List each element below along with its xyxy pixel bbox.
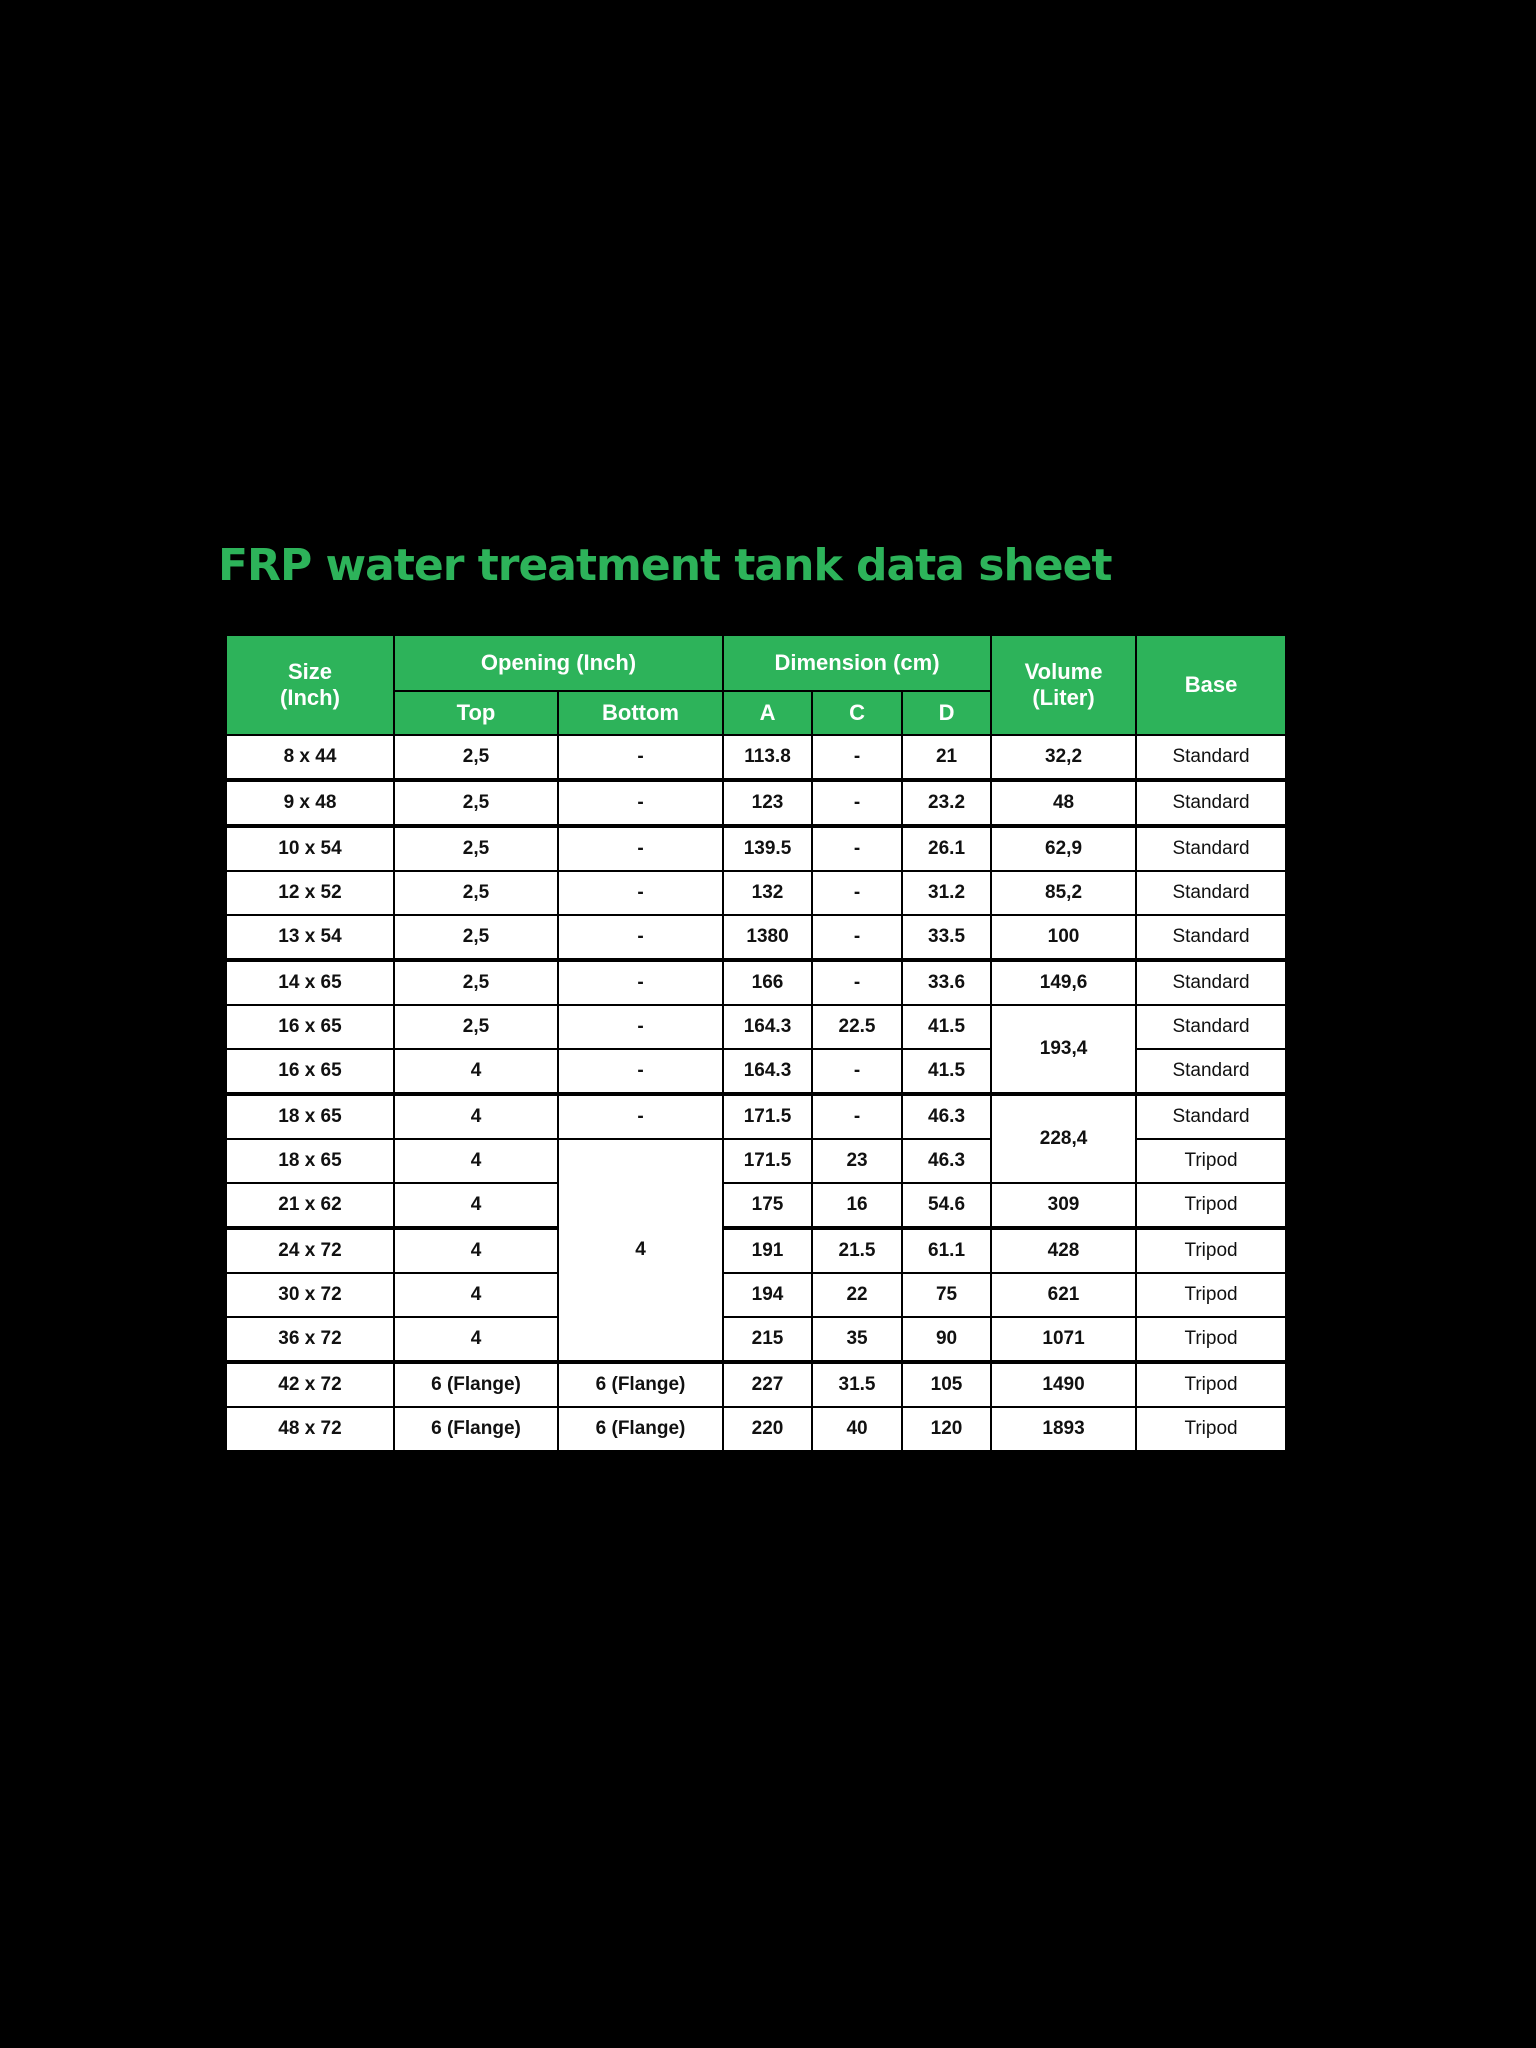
cell-base: Tripod	[1136, 1273, 1286, 1317]
cell-size: 8 x 44	[226, 735, 394, 780]
cell-top: 2,5	[394, 826, 558, 871]
header-bottom: Bottom	[558, 691, 723, 735]
cell-bottom: -	[558, 960, 723, 1005]
table-row	[226, 1094, 1286, 1139]
cell-d: 90	[902, 1317, 991, 1362]
cell-a: 123	[723, 780, 812, 826]
cell-c: -	[812, 1049, 902, 1094]
cell-top: 4	[394, 1139, 558, 1183]
cell-d: 21	[902, 735, 991, 780]
cell-d: 46.3	[902, 1139, 991, 1183]
cell-top: 2,5	[394, 915, 558, 960]
cell-size: 9 x 48	[226, 780, 394, 826]
cell-d: 54.6	[902, 1183, 991, 1228]
cell-top: 6 (Flange)	[394, 1362, 558, 1407]
cell-c: 22.5	[812, 1005, 902, 1049]
table-row	[226, 1362, 1286, 1407]
cell-size: 24 x 72	[226, 1228, 394, 1273]
cell-volume: 428	[991, 1228, 1136, 1273]
cell-size: 14 x 65	[226, 960, 394, 1005]
cell-top: 4	[394, 1094, 558, 1139]
cell-bottom: -	[558, 915, 723, 960]
header-opening: Opening (Inch)	[394, 635, 723, 691]
cell-top: 2,5	[394, 780, 558, 826]
cell-bottom: -	[558, 826, 723, 871]
cell-bottom: -	[558, 871, 723, 915]
cell-size: 30 x 72	[226, 1273, 394, 1317]
cell-top: 4	[394, 1317, 558, 1362]
table-row	[226, 1228, 1286, 1273]
cell-base: Tripod	[1136, 1183, 1286, 1228]
cell-bottom: -	[558, 1049, 723, 1094]
cell-bottom: -	[558, 1005, 723, 1049]
table-row	[226, 1407, 1286, 1451]
cell-top: 6 (Flange)	[394, 1407, 558, 1451]
cell-c: -	[812, 915, 902, 960]
cell-size: 36 x 72	[226, 1317, 394, 1362]
cell-a: 175	[723, 1183, 812, 1228]
cell-size: 18 x 65	[226, 1139, 394, 1183]
cell-a: 194	[723, 1273, 812, 1317]
cell-d: 41.5	[902, 1049, 991, 1094]
cell-a: 164.3	[723, 1049, 812, 1094]
cell-volume: 85,2	[991, 871, 1136, 915]
header-dimension: Dimension (cm)	[723, 635, 991, 691]
cell-d: 26.1	[902, 826, 991, 871]
cell-size: 42 x 72	[226, 1362, 394, 1407]
cell-c: 21.5	[812, 1228, 902, 1273]
cell-size: 12 x 52	[226, 871, 394, 915]
cell-volume: 309	[991, 1183, 1136, 1228]
cell-d: 33.5	[902, 915, 991, 960]
header-d: D	[902, 691, 991, 735]
cell-d: 75	[902, 1273, 991, 1317]
cell-a: 132	[723, 871, 812, 915]
cell-base: Tripod	[1136, 1139, 1286, 1183]
header-size-line1: Size	[287, 659, 333, 684]
header-base: Base	[1136, 635, 1286, 735]
header-c: C	[812, 691, 902, 735]
cell-a: 164.3	[723, 1005, 812, 1049]
cell-bottom: -	[558, 780, 723, 826]
cell-volume: 1490	[991, 1362, 1136, 1407]
header-volume	[991, 635, 1136, 735]
cell-top: 4	[394, 1183, 558, 1228]
cell-base: Standard	[1136, 826, 1286, 871]
cell-base: Standard	[1136, 1005, 1286, 1049]
header-volume-line2: (Liter)	[1032, 685, 1095, 710]
cell-top: 4	[394, 1228, 558, 1273]
cell-c: -	[812, 1094, 902, 1139]
cell-c: 40	[812, 1407, 902, 1451]
header-a: A	[723, 691, 812, 735]
cell-size: 10 x 54	[226, 826, 394, 871]
cell-volume: 149,6	[991, 960, 1136, 1005]
cell-a: 166	[723, 960, 812, 1005]
cell-base: Tripod	[1136, 1317, 1286, 1362]
cell-a: 1380	[723, 915, 812, 960]
cell-a: 171.5	[723, 1094, 812, 1139]
cell-top: 2,5	[394, 960, 558, 1005]
cell-base: Standard	[1136, 871, 1286, 915]
cell-c: -	[812, 826, 902, 871]
cell-d: 23.2	[902, 780, 991, 826]
cell-a: 171.5	[723, 1139, 812, 1183]
cell-d: 120	[902, 1407, 991, 1451]
cell-bottom: 6 (Flange)	[558, 1362, 723, 1407]
cell-base: Standard	[1136, 735, 1286, 780]
table-row	[226, 960, 1286, 1005]
cell-size: 13 x 54	[226, 915, 394, 960]
table-row	[226, 1183, 1286, 1228]
cell-c: -	[812, 780, 902, 826]
cell-a: 215	[723, 1317, 812, 1362]
table-row	[226, 915, 1286, 960]
cell-volume: 62,9	[991, 826, 1136, 871]
cell-volume: 621	[991, 1273, 1136, 1317]
cell-base: Standard	[1136, 780, 1286, 826]
cell-bottom: -	[558, 1094, 723, 1139]
cell-base: Tripod	[1136, 1407, 1286, 1451]
cell-top: 2,5	[394, 1005, 558, 1049]
table-row	[226, 780, 1286, 826]
cell-base: Tripod	[1136, 1362, 1286, 1407]
table-row	[226, 735, 1286, 780]
cell-bottom: -	[558, 735, 723, 780]
cell-volume: 1893	[991, 1407, 1136, 1451]
cell-base: Standard	[1136, 960, 1286, 1005]
cell-bottom: 6 (Flange)	[558, 1407, 723, 1451]
header-size	[226, 635, 394, 735]
cell-volume-merged: 193,4	[991, 1005, 1136, 1094]
cell-volume: 48	[991, 780, 1136, 826]
table-row	[226, 871, 1286, 915]
cell-a: 113.8	[723, 735, 812, 780]
cell-size: 18 x 65	[226, 1094, 394, 1139]
page-title: FRP water treatment tank data sheet	[218, 540, 1112, 591]
header-volume-line1: Volume	[1024, 659, 1103, 684]
header-top: Top	[394, 691, 558, 735]
table-row	[226, 826, 1286, 871]
cell-base: Standard	[1136, 1094, 1286, 1139]
table-row	[226, 1317, 1286, 1362]
cell-size: 21 x 62	[226, 1183, 394, 1228]
cell-a: 191	[723, 1228, 812, 1273]
cell-base: Standard	[1136, 1049, 1286, 1094]
cell-volume-merged: 228,4	[991, 1094, 1136, 1183]
cell-bottom-merged: 4	[558, 1139, 723, 1362]
cell-top: 4	[394, 1273, 558, 1317]
cell-c: 22	[812, 1273, 902, 1317]
cell-c: 31.5	[812, 1362, 902, 1407]
cell-d: 31.2	[902, 871, 991, 915]
cell-top: 2,5	[394, 735, 558, 780]
cell-d: 33.6	[902, 960, 991, 1005]
cell-volume: 32,2	[991, 735, 1136, 780]
cell-c: 23	[812, 1139, 902, 1183]
cell-base: Standard	[1136, 915, 1286, 960]
cell-size: 16 x 65	[226, 1049, 394, 1094]
cell-d: 46.3	[902, 1094, 991, 1139]
cell-top: 4	[394, 1049, 558, 1094]
cell-c: -	[812, 871, 902, 915]
cell-c: -	[812, 735, 902, 780]
cell-volume: 100	[991, 915, 1136, 960]
table-row	[226, 1273, 1286, 1317]
cell-d: 41.5	[902, 1005, 991, 1049]
cell-d: 105	[902, 1362, 991, 1407]
cell-c: 35	[812, 1317, 902, 1362]
cell-a: 227	[723, 1362, 812, 1407]
cell-a: 139.5	[723, 826, 812, 871]
cell-a: 220	[723, 1407, 812, 1451]
tank-data-table	[225, 634, 1287, 1452]
cell-size: 16 x 65	[226, 1005, 394, 1049]
cell-base: Tripod	[1136, 1228, 1286, 1273]
cell-c: 16	[812, 1183, 902, 1228]
cell-top: 2,5	[394, 871, 558, 915]
cell-volume: 1071	[991, 1317, 1136, 1362]
cell-d: 61.1	[902, 1228, 991, 1273]
cell-size: 48 x 72	[226, 1407, 394, 1451]
header-size-line2: (Inch)	[280, 685, 340, 710]
cell-c: -	[812, 960, 902, 1005]
table-row	[226, 1005, 1286, 1049]
